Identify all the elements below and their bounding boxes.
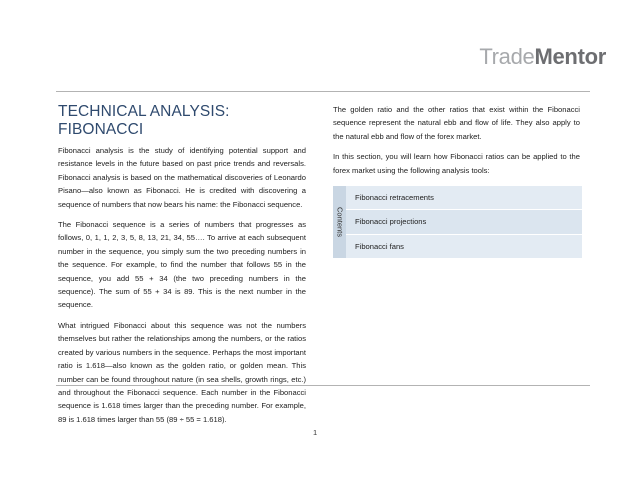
right-paragraph-1: The golden ratio and the other ratios that exist within the Fibonacci sequence represent the natural ebb and flow of life. They also apply to the natural ebb and flow of the forex market. (333, 105, 580, 141)
contents-box (333, 186, 582, 258)
bottom-divider (56, 385, 590, 386)
right-paragraph-2: In this section, you will learn how Fibonacci ratios can be applied to the forex market using the following analysis tools: (333, 152, 580, 175)
logo-part-trade: Trade (479, 44, 535, 69)
page-number: 1 (313, 428, 318, 437)
left-paragraph-2: The Fibonacci sequence is a series of numbers that progresses as follows, 0, 1, 1, 2, 3, 5, 8, 13, 21, 34, 55…. To arrive at each subsequent number in the sequence, you simply sum the two preceding numbers in the sequence. For example, to find the number that follows 55 in the sequence, you add 55 + 34 (the two preceding numbers in the sequence). The sum of 55 + 34 is 89. This is the next number in the sequence. (58, 220, 306, 310)
contents-item-fans[interactable]: Fibonacci fans (346, 235, 582, 258)
tradementor-logo (479, 44, 606, 70)
top-divider (56, 91, 590, 92)
left-paragraph-1: Fibonacci analysis is the study of identifying potential support and resistance levels in the future based on past price trends and reversals. Fibonacci analysis is based on the mathematical discoveries of Leonardo Pisano—also known as Fibonacci. He is credited with discovering a sequence of numbers that now bears his name: the Fibonacci sequence. (58, 146, 306, 209)
contents-item-projections[interactable]: Fibonacci projections (346, 210, 582, 234)
page-title: TECHNICAL ANALYSIS: FIBONACCI (58, 103, 230, 138)
logo-part-mentor: Mentor (534, 44, 606, 69)
contents-item-retracements[interactable]: Fibonacci retracements (346, 186, 582, 210)
contents-label: Contents (335, 206, 344, 238)
right-column (333, 103, 580, 184)
left-paragraph-3: What intrigued Fibonacci about this sequence was not the numbers themselves but rather the relationships among the numbers, or the ratios created by various numbers in the sequence. Perhaps the most important ratio is 1.618—also known as the golden ratio, or golden mean. This number can be found throughout nature (in sea shells, growth rings, etc.) and throughout the Fibonacci sequence. Each number in the Fibonacci sequence is 1.618 times larger than the preceding number. For example, 89 is 1.618 times larger than 55 (89 ÷ 55 = 1.618). (58, 320, 306, 424)
left-column (58, 103, 306, 433)
contents-list (346, 186, 582, 258)
contents-tab (333, 186, 346, 258)
